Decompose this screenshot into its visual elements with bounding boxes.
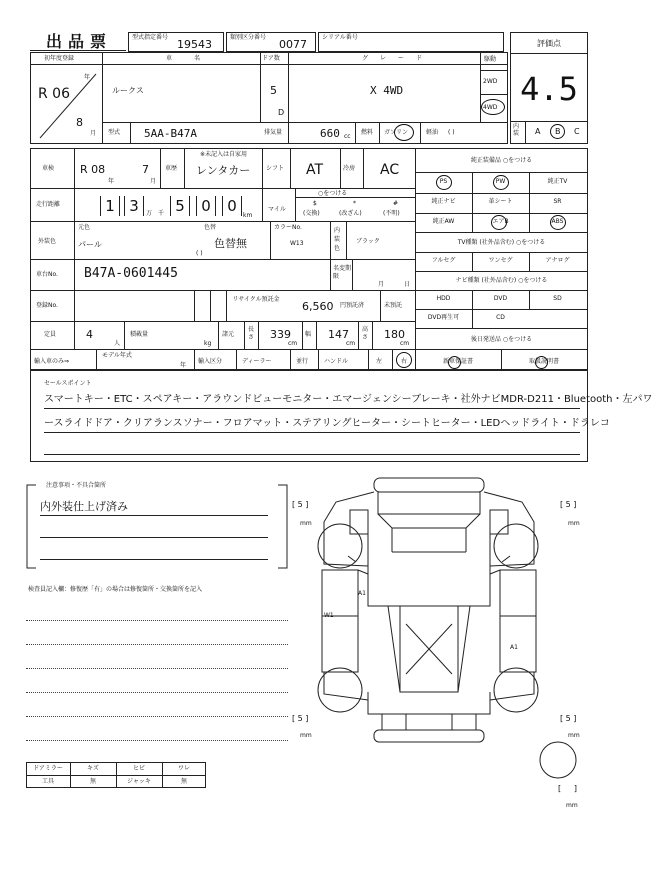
chassis-label: 車台No. [36, 271, 58, 278]
history-label: 車歴 [165, 165, 178, 172]
import-label: 輸入車のみ⇒ [34, 358, 70, 365]
handle-left: 左 [376, 358, 383, 365]
fuel-circle [394, 124, 414, 141]
later-title: 後日発送品 ○をつける [470, 336, 533, 343]
equipment-item: DVD [493, 295, 508, 302]
shaken-label: 車検 [42, 165, 55, 172]
equipment-item: 革シート [488, 198, 513, 205]
dim-label: 諸元 [222, 331, 235, 338]
equipment-item: DVD再生可 [427, 314, 460, 321]
tire-rl-value: 5 [297, 714, 303, 723]
interior-label: 内装 [513, 123, 520, 137]
equipment-item: ワンセグ [488, 257, 513, 264]
tire-rr-unit: mm [568, 732, 580, 739]
equipment-item: SD [553, 295, 562, 302]
katashiki-no: 19543 [177, 38, 212, 51]
teiin-label: 定員 [44, 331, 57, 338]
equipment-title: 純正装備品 ○をつける [470, 157, 533, 164]
first-reg-year-unit: 年 [84, 74, 91, 81]
ruibetsu-box [226, 32, 316, 52]
interior-color: ブラック [356, 238, 380, 245]
first-reg-label: 初年度登録 [44, 55, 75, 62]
handle-right: 右 [401, 358, 408, 365]
serial-label: シリアル番号 [322, 34, 358, 41]
load-label: 積載量 [130, 331, 149, 338]
ps-circle [436, 175, 452, 190]
manual-circle [535, 356, 548, 369]
katashiki-label: 型式指定番号 [132, 34, 169, 41]
import-dealer: ディーラー [242, 358, 272, 365]
score-label: 評価点 [537, 39, 561, 48]
handle-label: ハンドル [324, 358, 349, 365]
drive-4wd-circle [481, 99, 505, 115]
notes-text: 内外装仕上げ済み [40, 500, 128, 513]
history-value: レンタカー [196, 164, 251, 177]
equipment-item: CD [496, 314, 505, 321]
mileage-opt1: $ [313, 200, 317, 207]
odometer-digit: 5 [170, 196, 190, 216]
odometer-digit: 3 [124, 196, 144, 216]
color-code: W13 [290, 240, 304, 247]
mileage-opt1-sub: (交換) [303, 210, 320, 217]
interior-b: B [555, 127, 561, 136]
abs-circle [550, 215, 566, 230]
equipment-item: SR [553, 198, 562, 205]
repaint-paren: ( ) [196, 250, 203, 257]
odometer-unit: 千 [158, 210, 165, 217]
legend-cell: 無 [89, 778, 96, 785]
shaken-year-unit: 年 [108, 178, 115, 185]
legend-cell: キズ [87, 765, 99, 772]
legend-cell: 無 [180, 778, 187, 785]
tire-spare: [ ] [558, 784, 577, 793]
equipment-item: フルセグ [431, 257, 456, 264]
later-item: 新車保証書 [442, 358, 473, 365]
tire-rl-unit: mm [300, 732, 312, 739]
ac-label: 冷房 [343, 165, 356, 172]
tire-rr: [ 5 ] [560, 714, 577, 723]
import-kubun-label: 輸入区分 [198, 358, 223, 365]
color-code-label: カラーNo. [274, 224, 302, 231]
width-label: 幅 [305, 331, 312, 338]
warranty-circle [448, 356, 461, 369]
load-kg: kg [204, 340, 212, 347]
equipment-item: 純正AW [432, 218, 455, 225]
inspector-label: 検査員記入欄：修復歴「有」の場合は修復箇所・交換箇所を記入 [28, 586, 203, 593]
later-item: 取扱説明書 [528, 358, 559, 365]
shift-label: シフト [266, 165, 285, 172]
navi-title: ナビ種類 (社外品含む) ○をつける [455, 277, 548, 284]
sales-line-1: スマートキー・ETC・スペアキー・アラウンドビューモニター・エマージェンシーブレーキ・社外ナビMDR-D211・Bluetooth・左パワ [44, 394, 652, 405]
door-type: D [278, 108, 285, 117]
color-label: 外装色 [38, 238, 57, 245]
airbag-circle [491, 215, 507, 230]
equipment-item: 純正TV [547, 178, 568, 185]
model-year-unit: 年 [180, 362, 187, 369]
legend-cell: ワレ [177, 765, 190, 772]
orig-color: パール [78, 240, 102, 249]
fuel-other: ( ) [448, 129, 455, 136]
drive-label: 駆動 [484, 56, 497, 63]
damage-hood: A1 [358, 590, 366, 597]
tire-fr: [ 5 ] [560, 500, 577, 509]
cc-label: 排気量 [264, 129, 283, 136]
registration-label: 登録No. [36, 302, 58, 309]
mileage-km: km [243, 212, 253, 219]
odometer [86, 194, 266, 218]
shift-value: AT [306, 162, 324, 178]
damage-left-side: W1 [324, 612, 334, 619]
mileage-opt2-sub: (改ざん) [339, 210, 362, 217]
tire-fl-value: 5 [297, 500, 303, 509]
pw-circle [493, 175, 509, 190]
model-value: 5AA-B47A [144, 127, 197, 140]
car-name: ルークス [112, 86, 144, 95]
fuel-value: ガソリン [384, 129, 409, 136]
history-note: ※未記入は自家用 [200, 151, 248, 158]
mileage-opt3: # [393, 200, 399, 207]
first-reg-month: 8 [76, 116, 83, 129]
odometer-digit: 0 [222, 196, 242, 216]
grade-label: グレード [362, 55, 435, 62]
score-box [510, 32, 588, 144]
teiin-unit: 人 [114, 340, 121, 347]
equipment-item: アナログ [545, 257, 570, 264]
equipment-item: ABS [551, 218, 564, 225]
import-parallel: 並行 [296, 358, 309, 365]
recycle-value: 6,560 [302, 300, 334, 313]
doors-label: ドア数 [262, 55, 280, 62]
interior-c: C [574, 127, 580, 136]
recycle-unit: 円預託済 [340, 302, 365, 309]
tire-fl: [ 5 ] [292, 500, 309, 509]
orig-color-label: 元色 [78, 224, 91, 231]
legend-cell: 工具 [41, 778, 54, 785]
first-reg-month-unit: 月 [90, 130, 97, 137]
cc-unit: cc [344, 133, 351, 140]
handle-right-circle [396, 352, 412, 368]
meigi-day: 日 [404, 281, 411, 288]
recycle-unpaid: 未預託 [384, 302, 403, 309]
mileage-opt3-sub: (不明) [383, 210, 400, 217]
damage-rear-right: A1 [510, 644, 518, 651]
repaint-label: 色替 [204, 224, 217, 231]
notes-label: 注意事項・不具合箇所 [46, 482, 107, 489]
drive-4wd: 4WD [483, 104, 498, 111]
equipment-item: エアB [492, 218, 509, 225]
legend-cell: ジャッキ [127, 778, 151, 785]
tire-rr-value: 5 [565, 714, 571, 723]
car-name-label: 車名 [166, 55, 223, 62]
tv-title: TV種類 (社外品含む) ○をつける [457, 239, 546, 246]
equipment-item: HDD [436, 295, 451, 302]
ruibetsu-label: 類別区分番号 [230, 34, 267, 41]
spare-tire [538, 740, 578, 780]
length-label: 長さ [248, 326, 255, 341]
model-year-label: モデル年式 [102, 352, 132, 359]
tire-fr-value: 5 [565, 500, 571, 509]
height-cm: cm [400, 340, 410, 347]
notes-bracket [26, 484, 288, 570]
sheet-title: 出品票 [46, 32, 113, 51]
sales-line-2: ースライドドア・クリアランスソナー・フロアマット・ステアリングヒーター・シートヒーター・LEDヘッドライト・ドラレコ [44, 418, 610, 429]
tire-fl-unit: mm [300, 520, 312, 527]
odometer-unit: 万 [146, 210, 153, 217]
odometer-digit: 1 [100, 196, 120, 216]
equipment-item: 純正ナビ [431, 198, 456, 205]
mileage-label: 走行距離 [36, 201, 61, 208]
equipment-item: PW [495, 178, 506, 185]
chassis-value: B47A-0601445 [84, 266, 178, 281]
drive-2wd: 2WD [483, 78, 498, 85]
katashiki-box [128, 32, 224, 52]
sales-label: セールスポイント [44, 380, 92, 387]
serial-box [318, 32, 504, 52]
width-value: 147 [328, 328, 349, 341]
tire-spare-unit: mm [566, 802, 578, 809]
height-value: 180 [384, 328, 405, 341]
sales-box [30, 370, 652, 462]
meigi-label: 名変期限 [333, 265, 352, 280]
mileage-check-note: ○をつける [318, 190, 348, 197]
fuel-label: 燃料 [361, 129, 374, 136]
grade-value: X 4WD [370, 84, 404, 97]
odometer-digit: 0 [196, 196, 216, 216]
teiin-value: 4 [86, 328, 93, 341]
mileage-opt2: * [353, 200, 356, 207]
recycle-label: リサイクル預託金 [232, 296, 280, 303]
length-cm: cm [288, 340, 298, 347]
interior-b-circle [550, 124, 565, 139]
repaint-value: 色替無 [214, 237, 247, 250]
legend-cell: ドアミラー [33, 765, 63, 772]
score-value: 4.5 [520, 70, 578, 108]
ruibetsu-no: 0077 [279, 38, 307, 51]
model-label: 型式 [108, 129, 121, 136]
meigi-month: 月 [378, 281, 385, 288]
first-reg-year: R 06 [38, 86, 70, 102]
legend-cell: ヒビ [132, 765, 145, 772]
shaken-year: R 08 [80, 163, 106, 176]
width-cm: cm [346, 340, 356, 347]
interior-color-label: 内装色 [334, 227, 341, 252]
tire-fr-unit: mm [568, 520, 580, 527]
light-oil: 軽油 [426, 129, 439, 136]
tire-rl: [ 5 ] [292, 714, 309, 723]
ac-value: AC [380, 162, 400, 178]
car-diagram [296, 474, 590, 744]
length-value: 339 [270, 328, 291, 341]
height-label: 高さ [362, 326, 369, 341]
interior-a: A [535, 127, 541, 136]
equipment-item: PS [439, 178, 448, 185]
mileage-mile: マイル [268, 206, 286, 213]
doors-value: 5 [270, 84, 277, 97]
shaken-month-unit: 月 [150, 178, 157, 185]
shaken-month: 7 [142, 163, 149, 176]
cc-value: 660 [320, 127, 340, 140]
